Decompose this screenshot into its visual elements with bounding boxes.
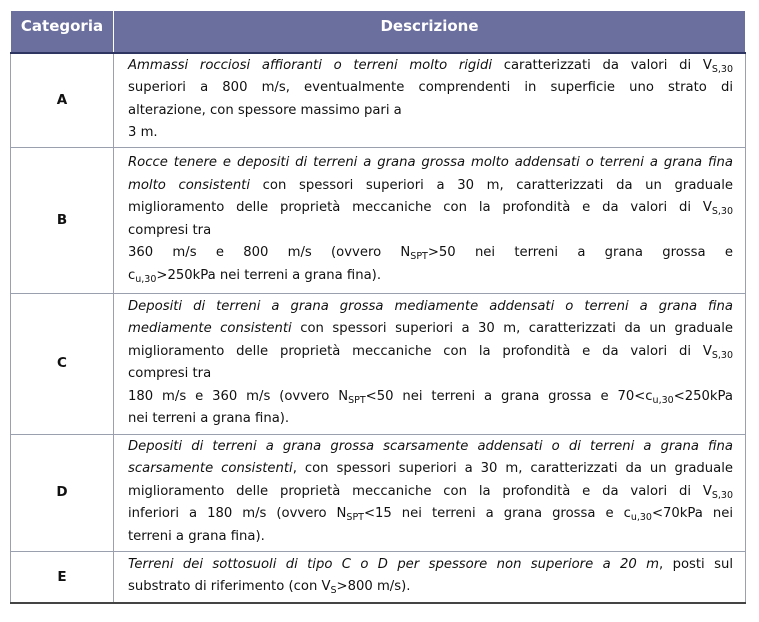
description-text: alterazione, con spessore massimo pari a xyxy=(128,102,402,118)
description-text: con spessori superiori a 30 m, caratterizzati da un graduale xyxy=(250,177,733,193)
description-text: caratterizzati da valori di V xyxy=(492,57,712,73)
subscript-text: S,30 xyxy=(711,489,733,501)
description-text: terreni a grana fina). xyxy=(128,528,265,544)
description-text: inferiori a 180 m/s (ovvero N xyxy=(128,506,347,522)
description-line xyxy=(128,175,733,198)
description-text: compresi tra xyxy=(128,222,212,238)
description-line xyxy=(128,576,733,599)
description-line xyxy=(128,318,733,341)
description-line xyxy=(128,386,733,409)
table-row-e xyxy=(11,551,746,603)
description-line xyxy=(128,341,733,364)
description-line xyxy=(128,100,733,123)
italic-text: molto consistenti xyxy=(128,177,251,193)
description-text: <70kPa nei xyxy=(651,506,734,522)
italic-text: scarsamente consistenti xyxy=(128,461,293,477)
description-line xyxy=(128,122,733,145)
description-line xyxy=(128,296,733,319)
description-cell xyxy=(114,293,746,434)
description-text: substrato di riferimento (con V xyxy=(128,579,331,595)
soil-category-table xyxy=(10,10,746,604)
italic-text: Depositi di terreni a grana grossa mediamente addensati o terreni a grana fina xyxy=(128,298,733,314)
description-text: miglioramento delle proprietà meccaniche con la profondità e da valori di V xyxy=(128,343,712,359)
description-line xyxy=(128,408,733,431)
description-text: >250kPa nei terreni a grana fina). xyxy=(156,267,382,283)
description-line xyxy=(128,458,733,481)
description-line xyxy=(128,242,733,265)
header-row xyxy=(11,11,746,53)
header-description: Descrizione xyxy=(114,11,746,53)
italic-text: Terreni dei sottosuoli di tipo C o D per spessore non superiore a 20 m xyxy=(128,556,660,572)
italic-text: mediamente consistenti xyxy=(128,321,292,336)
category-cell: E xyxy=(11,551,114,603)
description-text: , posti sul xyxy=(659,556,733,572)
description-text: miglioramento delle proprietà meccaniche con la profondità e da valori di V xyxy=(128,200,712,215)
description-line xyxy=(128,481,733,504)
subscript-text: S,30 xyxy=(711,349,733,361)
subscript-text: SPT xyxy=(346,512,364,524)
description-line xyxy=(128,152,733,175)
description-text: miglioramento delle proprietà meccaniche con la profondità e da valori di V xyxy=(128,483,712,499)
subscript-text: u,30 xyxy=(135,273,157,285)
subscript-text: S,30 xyxy=(711,206,733,217)
description-text: c xyxy=(128,267,136,283)
description-line xyxy=(128,436,733,459)
description-line xyxy=(128,55,733,78)
subscript-text: SPT xyxy=(348,394,366,406)
italic-text: Depositi di terreni a grana grossa scarsamente addensati o di terreni a grana fina xyxy=(128,438,733,454)
category-cell: B xyxy=(11,147,114,293)
description-line xyxy=(128,503,733,526)
description-text: 360 m/s e 800 m/s (ovvero N xyxy=(128,245,411,260)
description-text: superiori a 800 m/s, eventualmente comprendenti in superficie uno strato di xyxy=(128,80,733,95)
description-line xyxy=(128,363,733,386)
description-text: , con spessori superiori a 30 m, caratterizzati da un graduale xyxy=(292,461,733,477)
description-text: <250kPa xyxy=(673,388,733,404)
italic-text: Rocce tenere e depositi di terreni a grana grossa molto addensati o terreni a grana fina xyxy=(128,155,733,170)
category-cell: C xyxy=(11,293,114,434)
description-text: <50 nei terreni a grana grossa e 70<c xyxy=(365,388,653,404)
description-text: con spessori superiori a 30 m, caratterizzati da un graduale xyxy=(291,321,733,336)
description-line xyxy=(128,197,733,220)
subscript-text: S,30 xyxy=(711,63,733,75)
category-cell: D xyxy=(11,434,114,551)
subscript-text: u,30 xyxy=(630,512,652,524)
subscript-text: S xyxy=(330,585,337,597)
description-text: nei terreni a grana fina). xyxy=(128,411,290,426)
subscript-text: SPT xyxy=(410,251,428,262)
description-line xyxy=(128,77,733,100)
description-cell xyxy=(114,434,746,551)
description-line xyxy=(128,526,733,549)
category-cell: A xyxy=(11,53,114,148)
table-body xyxy=(11,53,746,604)
header-category: Categoria xyxy=(11,11,114,53)
table-row-c xyxy=(11,293,746,434)
table-row-b xyxy=(11,147,746,293)
description-cell xyxy=(114,147,746,293)
description-text: compresi tra xyxy=(128,366,212,381)
description-line xyxy=(128,265,733,288)
description-text: >800 m/s). xyxy=(336,579,411,595)
table-row-d xyxy=(11,434,746,551)
description-text: 3 m. xyxy=(128,125,158,140)
description-line xyxy=(128,220,733,243)
italic-text: Ammassi rocciosi affioranti o terreni molto rigidi xyxy=(128,57,492,73)
description-text: <15 nei terreni a grana grossa e c xyxy=(363,506,631,522)
description-cell xyxy=(114,53,746,148)
table-row-a xyxy=(11,53,746,148)
description-cell xyxy=(114,551,746,603)
description-text: 180 m/s e 360 m/s (ovvero N xyxy=(128,388,349,404)
description-text: >50 nei terreni a grana grossa e xyxy=(427,245,733,260)
description-line xyxy=(128,554,733,577)
subscript-text: u,30 xyxy=(652,394,674,406)
